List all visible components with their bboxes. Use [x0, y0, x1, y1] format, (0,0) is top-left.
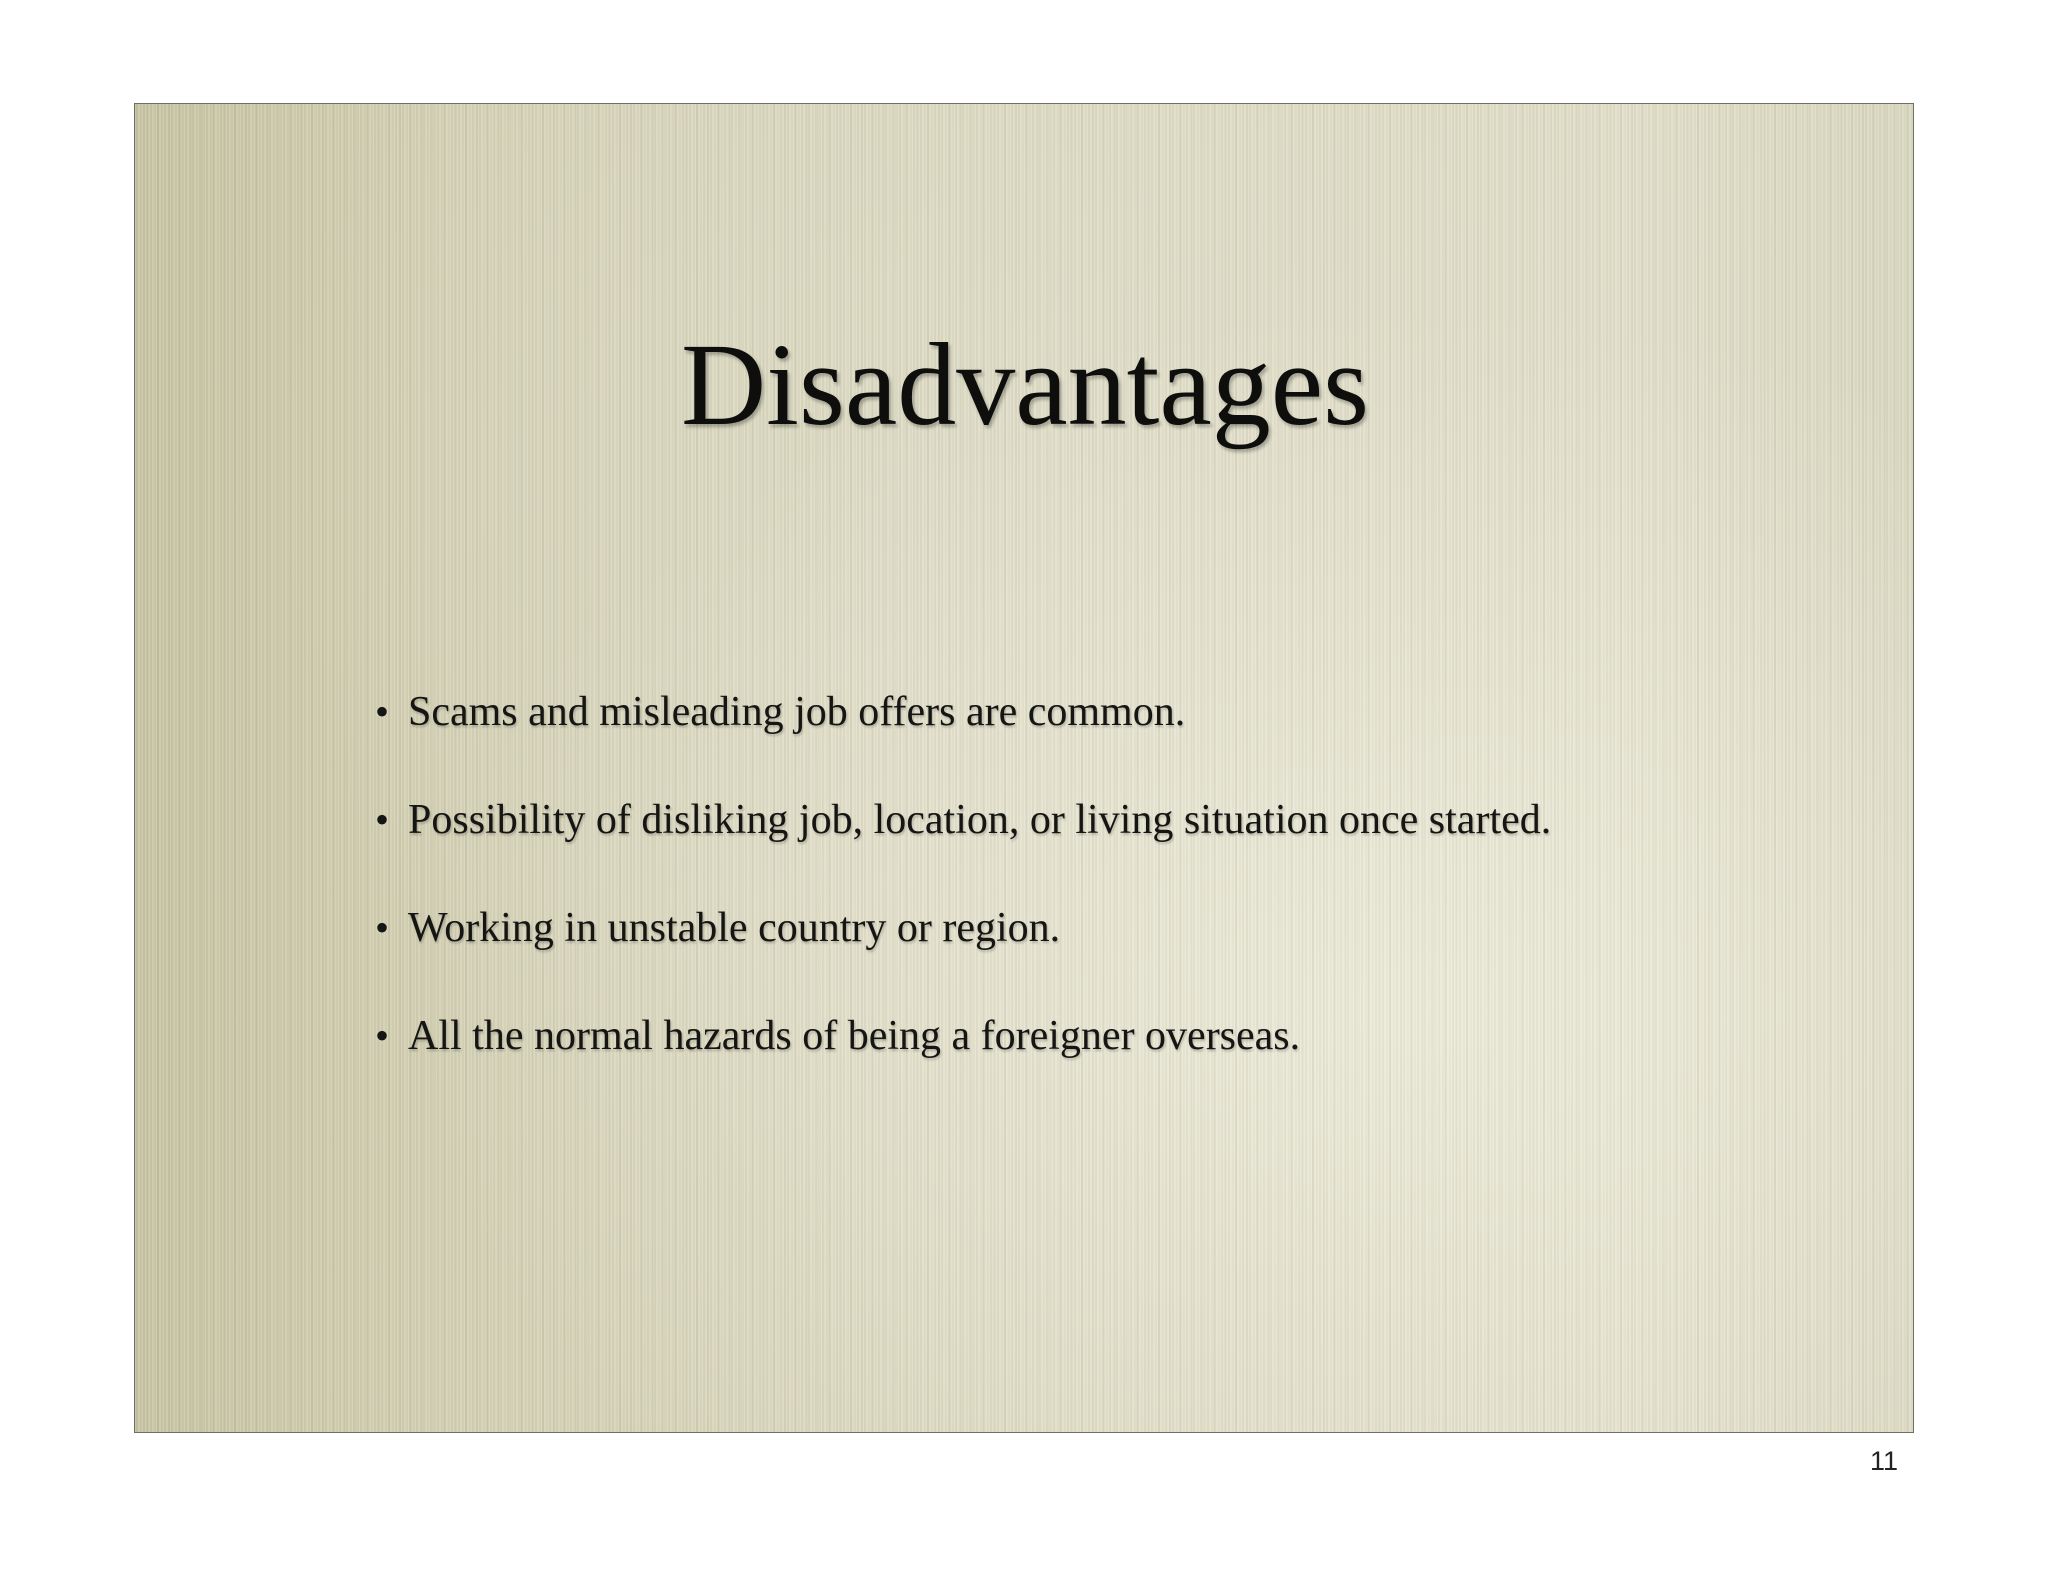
bullet-icon: • [374, 1013, 389, 1058]
page-number: 11 [1869, 1446, 1898, 1476]
slide-title: Disadvantages [680, 319, 1370, 450]
bullet-icon: • [374, 797, 389, 842]
list-item [135, 1008, 1915, 1116]
bullet-text: Working in unstable country or region. [408, 905, 1061, 951]
list-item [135, 900, 1915, 1008]
list-item [135, 684, 1915, 792]
bullet-icon: • [374, 689, 389, 734]
bullet-list [135, 684, 1915, 1116]
list-item [135, 792, 1915, 900]
bullet-text: All the normal hazards of being a foreigner overseas. [408, 1013, 1301, 1059]
bullet-text: Possibility of disliking job, location, or living situation once started. [408, 797, 1552, 843]
slide [134, 103, 1914, 1433]
bullet-icon: • [374, 905, 389, 950]
bullet-text: Scams and misleading job offers are common. [408, 689, 1186, 735]
